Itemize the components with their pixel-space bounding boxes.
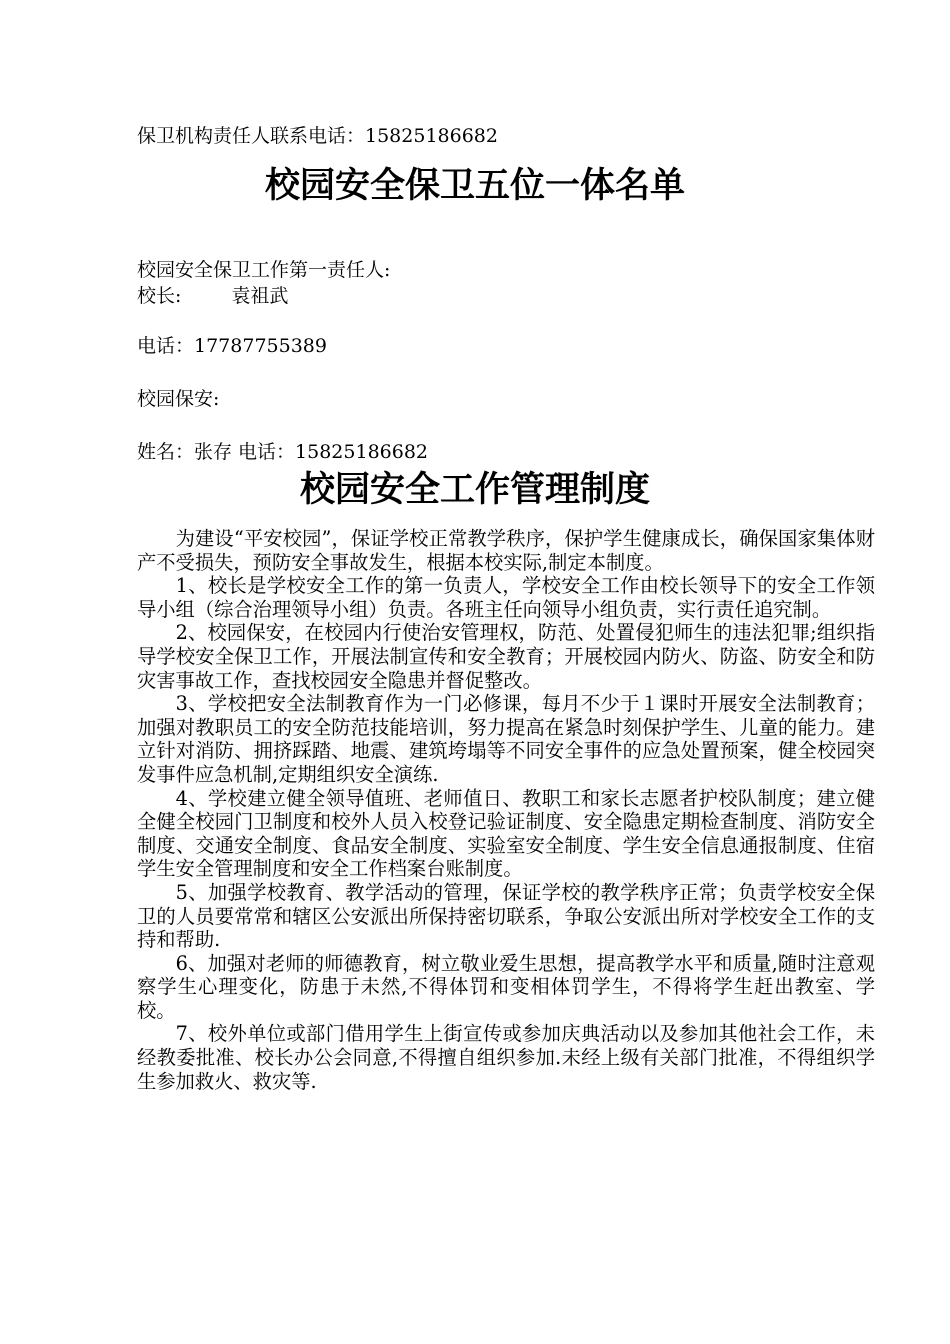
regulation-paragraph: 3、学校把安全法制教育作为一门必修课，每月不少于１课时开展安全法制教育；加强对教职员工的安全防范技能培训，努力提高在紧急时刻保护学生、儿童的能力。建立针对消防、拥挤踩踏、地震、建筑垮塌等不同安全事件的应急处置预案，健全校园突发事件应急机制,定期组织安全演练.	[137, 692, 875, 786]
principal-line	[137, 284, 288, 308]
regulation-paragraph: 4、学校建立健全领导值班、老师值日、教职工和家长志愿者护校队制度；建立健全健全校园门卫制度和校外人员入校登记验证制度、安全隐患定期检查制度、消防安全制度、交通安全制度、食品安全制度、实验室安全制度、学生安全信息通报制度、住宿学生安全管理制度和安全工作档案台账制度。	[137, 786, 875, 881]
regulations-body	[137, 527, 875, 1093]
regulation-paragraph: 5、加强学校教育、教学活动的管理，保证学校的教学秩序正常；负责学校安全保卫的人员要常常和辖区公安派出所保持密切联系，争取公安派出所对学校安全工作的支持和帮助.	[137, 880, 875, 952]
principal-label: 校长:	[137, 285, 182, 307]
first-responsible-label: 校园安全保卫工作第一责任人:	[137, 259, 391, 281]
guard-label: 校园保安:	[137, 388, 220, 410]
regulation-paragraph: 6、加强对老师的师德教育，树立敬业爱生思想，提高教学水平和质量,随时注意观察学生心理变化，防患于未然,不得体罚和变相体罚学生，不得将学生赶出教室、学校。	[137, 951, 875, 1022]
regulation-paragraph: 7、校外单位或部门借用学生上街宣传或参加庆典活动以及参加其他社会工作，未经教委批准、校长办公会同意,不得擅自组织参加.未经上级有关部门批准，不得组织学生参加救火、救灾等.	[137, 1022, 875, 1093]
regulations-title: 校园安全工作管理制度	[299, 470, 650, 510]
principal-phone: 电话：17787755389	[137, 335, 327, 357]
roster-title: 校园安全保卫五位一体名单	[264, 166, 685, 206]
guard-info: 姓名：张存 电话：15825186682	[137, 441, 429, 463]
regulation-paragraph: 为建设“平安校园”，保证学校正常教学秩序，保护学生健康成长，确保国家集体财产不受损失，预防安全事故发生，根据本校实际,制定本制度。	[137, 527, 875, 574]
security-contact-line: 保卫机构责任人联系电话：15825186682	[137, 125, 498, 147]
regulation-paragraph: 1、校长是学校安全工作的第一负责人，学校安全工作由校长领导下的安全工作领导小组（综合治理领导小组）负责。各班主任向领导小组负责，实行责任追究制。	[137, 574, 875, 621]
regulation-paragraph: 2、校园保安，在校园内行使治安管理权，防范、处置侵犯师生的违法犯罪;组织指导学校安全保卫工作，开展法制宣传和安全教育；开展校园内防火、防盗、防安全和防灾害事故工作，查找校园安全隐患并督促整改。	[137, 621, 875, 692]
principal-name: 袁祖武	[231, 285, 289, 307]
